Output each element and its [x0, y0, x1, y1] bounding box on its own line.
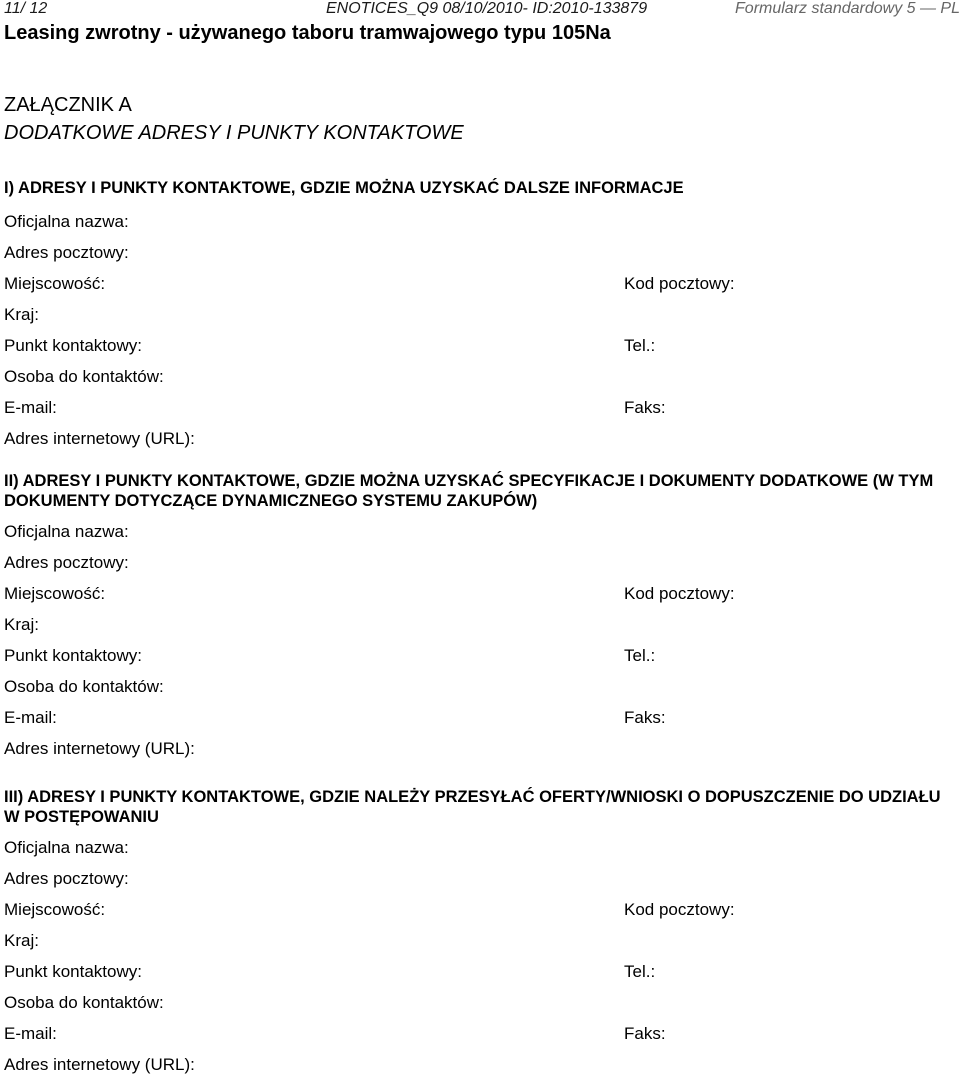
- country-label: Kraj:: [4, 931, 39, 950]
- section-1: [4, 178, 954, 455]
- section-heading: I) ADRESY I PUNKTY KONTAKTOWE, GDZIE MOŻNA UZYSKAĆ DALSZE INFORMACJE: [4, 179, 684, 197]
- fax-label: Faks:: [624, 398, 666, 417]
- email-label: E-mail:: [4, 398, 57, 417]
- section-heading: II) ADRESY I PUNKTY KONTAKTOWE, GDZIE MOŻNA UZYSKAĆ SPECYFIKACJE I DOKUMENTY DODATKOWE (W TYM DOKUMENTY DOTYCZĄCE DYNAMICZNEGO SYSTEMU ZAKUPÓW): [4, 472, 934, 510]
- form-name: Formularz standardowy 5 — PL: [735, 0, 960, 17]
- annex-title: ZAŁĄCZNIK A: [4, 94, 132, 116]
- town-label: Miejscowość:: [4, 584, 106, 603]
- contact-fields: [4, 833, 954, 1081]
- postal-code-label: Kod pocztowy:: [624, 900, 735, 919]
- section-heading: III) ADRESY I PUNKTY KONTAKTOWE, GDZIE NALEŻY PRZESYŁAĆ OFERTY/WNIOSKI O DOPUSZCZENIE DO UDZIAŁU W POSTĘPOWANIU: [4, 788, 941, 826]
- page-number: 11/ 12: [4, 0, 48, 17]
- contact-fields: [4, 207, 954, 455]
- official-name-label: Oficjalna nazwa:: [4, 212, 129, 231]
- section-2: [4, 471, 954, 765]
- tel-label: Tel.:: [624, 336, 656, 355]
- notice-reference: ENOTICES_Q9 08/10/2010- ID:2010-133879: [326, 0, 648, 17]
- postal-address-label: Adres pocztowy:: [4, 869, 129, 888]
- document-title: Leasing zwrotny - używanego taboru tramwajowego typu 105Na: [4, 22, 611, 44]
- tel-label: Tel.:: [624, 646, 656, 665]
- fax-label: Faks:: [624, 1024, 666, 1043]
- postal-code-label: Kod pocztowy:: [624, 274, 735, 293]
- url-label: Adres internetowy (URL):: [4, 429, 195, 448]
- country-label: Kraj:: [4, 615, 39, 634]
- url-label: Adres internetowy (URL):: [4, 1055, 195, 1074]
- contact-point-label: Punkt kontaktowy:: [4, 962, 142, 981]
- contact-point-label: Punkt kontaktowy:: [4, 336, 142, 355]
- postal-address-label: Adres pocztowy:: [4, 553, 129, 572]
- fax-label: Faks:: [624, 708, 666, 727]
- postal-code-label: Kod pocztowy:: [624, 584, 735, 603]
- contact-person-label: Osoba do kontaktów:: [4, 367, 164, 386]
- official-name-label: Oficjalna nazwa:: [4, 522, 129, 541]
- postal-address-label: Adres pocztowy:: [4, 243, 129, 262]
- contact-person-label: Osoba do kontaktów:: [4, 993, 164, 1012]
- page-header: [4, 0, 960, 17]
- town-label: Miejscowość:: [4, 274, 106, 293]
- email-label: E-mail:: [4, 1024, 57, 1043]
- annex-subtitle: DODATKOWE ADRESY I PUNKTY KONTAKTOWE: [4, 122, 464, 144]
- contact-person-label: Osoba do kontaktów:: [4, 677, 164, 696]
- contact-fields: [4, 517, 954, 765]
- country-label: Kraj:: [4, 305, 39, 324]
- contact-point-label: Punkt kontaktowy:: [4, 646, 142, 665]
- tel-label: Tel.:: [624, 962, 656, 981]
- section-3: [4, 787, 954, 1081]
- official-name-label: Oficjalna nazwa:: [4, 838, 129, 857]
- email-label: E-mail:: [4, 708, 57, 727]
- town-label: Miejscowość:: [4, 900, 106, 919]
- url-label: Adres internetowy (URL):: [4, 739, 195, 758]
